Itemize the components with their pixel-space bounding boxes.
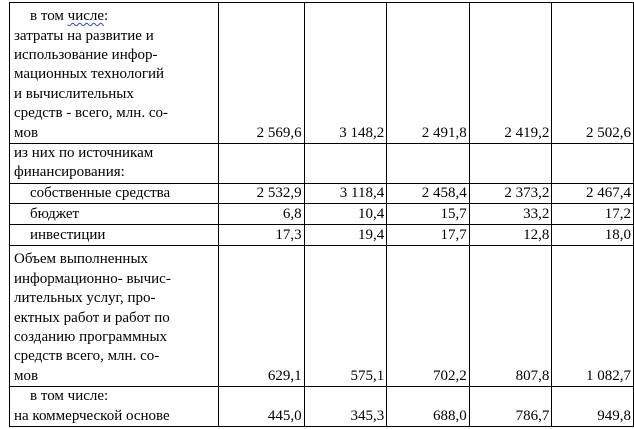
value-cell: 17,2 (552, 204, 634, 225)
label-line: из них по источникам (14, 145, 154, 161)
row-label: собственные средства (10, 183, 219, 203)
value-cell (219, 144, 305, 184)
value-cell: 575,1 (304, 246, 387, 387)
value-cell: 6,8 (219, 204, 305, 225)
row-label (10, 387, 219, 427)
label-line: информационно- вычис- (14, 270, 171, 287)
label-line: ектных работ и работ по (14, 309, 170, 326)
label-line: в том числе: (30, 8, 109, 25)
value-cell: 445,0 (219, 387, 305, 427)
label-line: средств всего, млн. со- (14, 348, 160, 365)
value-cell: 19,4 (304, 225, 387, 246)
value-cell (469, 144, 552, 184)
table-row (10, 225, 634, 246)
value-cell: 15,7 (387, 204, 470, 225)
label-line: мов (14, 124, 39, 141)
value-cell: 786,7 (469, 387, 552, 427)
value-cell: 949,8 (552, 387, 634, 427)
label-line: в том числе: (30, 388, 109, 405)
value-cell: 17,7 (387, 225, 470, 246)
value-cell: 3 148,2 (304, 3, 387, 144)
value-cell: 629,1 (219, 246, 305, 387)
value-cell: 2 569,6 (219, 3, 305, 144)
value-cell: 2 467,4 (552, 183, 634, 203)
row-label (10, 144, 219, 184)
label-line: средств - всего, млн. со- (14, 105, 168, 122)
value-cell: 33,2 (469, 204, 552, 225)
value-cell: 2 502,6 (552, 3, 634, 144)
value-cell: 688,0 (387, 387, 470, 427)
table-row (10, 387, 634, 427)
table-row (10, 246, 634, 387)
value-cell (387, 144, 470, 184)
label-line: Объем выполненных (14, 251, 149, 268)
label-line: созданию программных (14, 329, 168, 345)
row-label (10, 3, 219, 144)
row-label: инвестиции (10, 225, 219, 246)
label-line: и вычислительных (14, 85, 134, 102)
label-line: мов (14, 367, 39, 384)
value-cell: 2 419,2 (469, 3, 552, 144)
row-label (10, 246, 219, 387)
value-cell (304, 144, 387, 184)
table-row (10, 183, 634, 203)
label-line: финансирования: (14, 164, 125, 181)
value-cell: 2 491,8 (387, 3, 470, 144)
row-label: бюджет (10, 204, 219, 225)
label-line: мационных технологий (14, 66, 165, 83)
spellcheck-underline: числе (67, 8, 105, 25)
table-row (10, 144, 634, 184)
value-cell: 17,3 (219, 225, 305, 246)
value-cell: 2 373,2 (469, 183, 552, 203)
table-row (10, 204, 634, 225)
value-cell: 702,2 (387, 246, 470, 387)
value-cell: 3 118,4 (304, 183, 387, 203)
table-row (10, 3, 634, 144)
label-line: затраты на развитие и (14, 27, 154, 44)
statistics-table (9, 2, 634, 427)
value-cell: 2 532,9 (219, 183, 305, 203)
value-cell: 2 458,4 (387, 183, 470, 203)
value-cell: 10,4 (304, 204, 387, 225)
value-cell: 12,8 (469, 225, 552, 246)
label-line: лительных услуг, про- (14, 290, 156, 307)
value-cell (552, 144, 634, 184)
value-cell: 18,0 (552, 225, 634, 246)
value-cell: 1 082,7 (552, 246, 634, 387)
label-line: на коммерческой основе (14, 407, 170, 424)
label-line: использование инфор- (14, 46, 158, 63)
value-cell: 345,3 (304, 387, 387, 427)
value-cell: 807,8 (469, 246, 552, 387)
